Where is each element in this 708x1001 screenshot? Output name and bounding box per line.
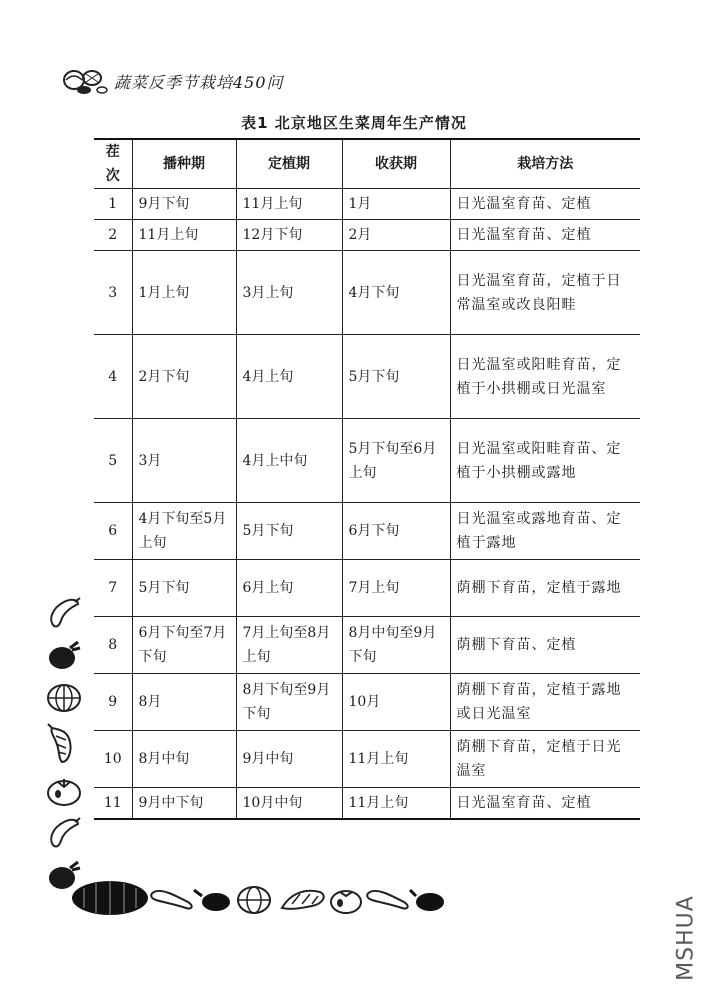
table-cell: 5月下旬 <box>342 335 450 419</box>
table-cell: 3月 <box>132 419 236 503</box>
table-cell: 8月 <box>132 674 236 731</box>
pumpkin-icon <box>44 680 84 714</box>
table-cell: 2 <box>94 220 132 251</box>
table-cell: 荫棚下育苗、定植 <box>450 617 640 674</box>
watermark-text: MSHUA <box>673 895 699 981</box>
eggplant-icon <box>44 638 84 672</box>
table-cell: 9月下旬 <box>132 189 236 220</box>
table-header-row <box>94 139 640 189</box>
table-row <box>94 419 640 503</box>
table-cell: 11 <box>94 788 132 819</box>
table-cell: 7月上旬 <box>342 560 450 617</box>
eggplant-icon <box>194 890 230 911</box>
table-cell: 2月 <box>342 220 450 251</box>
table-cell: 3 <box>94 251 132 335</box>
table-cell: 日光温室或阳畦育苗、定植于小拱棚或露地 <box>450 419 640 503</box>
column-header: 栽培方法 <box>450 139 640 189</box>
table-cell: 11月上旬 <box>342 731 450 788</box>
table-cell: 10月 <box>342 674 450 731</box>
table-cell: 5月下旬 <box>236 503 342 560</box>
table-cell: 8月中旬至9月下旬 <box>342 617 450 674</box>
table-cell: 4月下旬 <box>342 251 450 335</box>
table-row <box>94 220 640 251</box>
table-row <box>94 335 640 419</box>
pumpkin-icon <box>238 887 270 913</box>
table-cell: 4月下旬至5月上旬 <box>132 503 236 560</box>
table-cell: 日光温室育苗、定植 <box>450 220 640 251</box>
table-row <box>94 674 640 731</box>
column-header: 收获期 <box>342 139 450 189</box>
column-header: 定植期 <box>236 139 342 189</box>
column-header: 茬次 <box>94 139 132 189</box>
tomato-icon <box>331 891 361 913</box>
header-title: 蔬菜反季节栽培450问 <box>114 73 284 92</box>
eggplant-icon <box>410 890 444 911</box>
table-cell: 2月下旬 <box>132 335 236 419</box>
table-row <box>94 503 640 560</box>
table-cell: 荫棚下育苗，定植于露地 <box>450 560 640 617</box>
table-cell: 3月上旬 <box>236 251 342 335</box>
table-cell: 6月下旬 <box>342 503 450 560</box>
table-cell: 7月上旬至8月上旬 <box>236 617 342 674</box>
table-cell: 6 <box>94 503 132 560</box>
pepper-icon <box>44 722 84 766</box>
watermark <box>674 888 698 988</box>
table-row <box>94 788 640 819</box>
table-cell: 日光温室或露地育苗、定植于露地 <box>450 503 640 560</box>
table-cell: 11月上旬 <box>342 788 450 819</box>
tomato-icon <box>44 774 84 808</box>
table-cell: 8月下旬至9月下旬 <box>236 674 342 731</box>
table-cell: 9月中下旬 <box>132 788 236 819</box>
table-cell: 5 <box>94 419 132 503</box>
left-vegetable-strip <box>44 596 92 900</box>
page-header <box>62 62 322 102</box>
table-cell: 荫棚下育苗，定植于日光温室 <box>450 731 640 788</box>
table-cell: 日光温室育苗、定植 <box>450 189 640 220</box>
table-cell: 9 <box>94 674 132 731</box>
table-cell: 4月上旬 <box>236 335 342 419</box>
table-cell: 6月上旬 <box>236 560 342 617</box>
table-cell: 11月上旬 <box>236 189 342 220</box>
table-cell: 1 <box>94 189 132 220</box>
table-cell: 荫棚下育苗，定植于露地或日光温室 <box>450 674 640 731</box>
table-cell: 12月下旬 <box>236 220 342 251</box>
table-cell: 5月下旬 <box>132 560 236 617</box>
table-cell: 8 <box>94 617 132 674</box>
table-cell: 1月上旬 <box>132 251 236 335</box>
table-cell: 4 <box>94 335 132 419</box>
table-cell: 8月中旬 <box>132 731 236 788</box>
bottom-vegetable-strip <box>70 878 450 918</box>
table-cell: 6月下旬至7月下旬 <box>132 617 236 674</box>
table-cell: 11月上旬 <box>132 220 236 251</box>
table-cell: 10月中旬 <box>236 788 342 819</box>
table-cell: 日光温室或阳畦育苗，定植于小拱棚或日光温室 <box>450 335 640 419</box>
table-cell: 4月上中旬 <box>236 419 342 503</box>
column-header: 播种期 <box>132 139 236 189</box>
table-cell: 10 <box>94 731 132 788</box>
table-cell: 日光温室育苗，定植于日常温室或改良阳畦 <box>450 251 640 335</box>
cucumber-icon <box>44 816 84 850</box>
table-cell: 5月下旬至6月上旬 <box>342 419 450 503</box>
cucumber-icon <box>44 596 84 630</box>
table-row <box>94 731 640 788</box>
table-cell: 日光温室育苗、定植 <box>450 788 640 819</box>
table-cell: 9月中旬 <box>236 731 342 788</box>
table-caption: 表1 北京地区生菜周年生产情况 <box>241 114 467 132</box>
table-row <box>94 560 640 617</box>
table-cell: 7 <box>94 560 132 617</box>
cucumber-icon <box>151 891 191 909</box>
table-row <box>94 251 640 335</box>
table-row <box>94 617 640 674</box>
production-table <box>94 138 640 820</box>
cucumber-icon <box>367 891 407 909</box>
vegetable-logo-icon <box>62 66 108 96</box>
pepper-icon <box>282 891 324 909</box>
dark-pumpkin-icon <box>72 881 148 915</box>
table-cell: 1月 <box>342 189 450 220</box>
table-row <box>94 189 640 220</box>
